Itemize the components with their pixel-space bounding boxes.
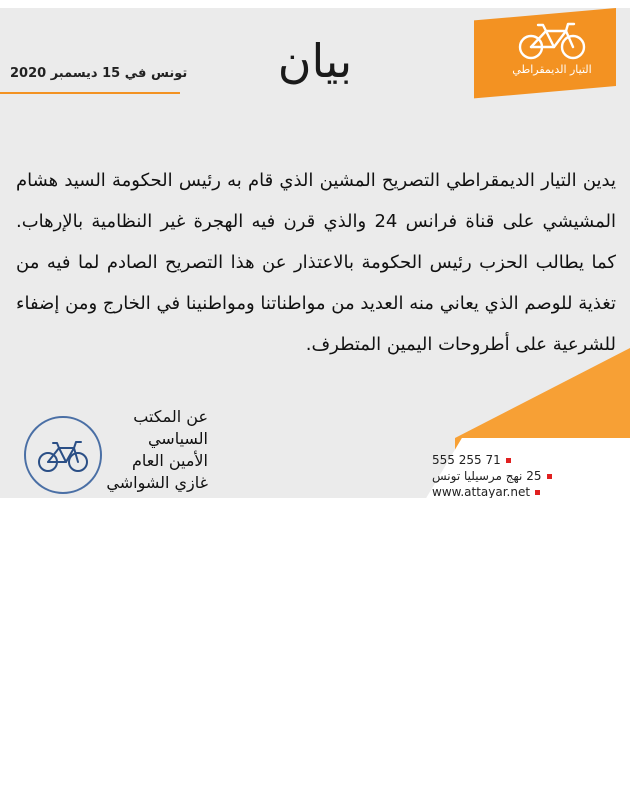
signature-name: غازي الشواشي	[106, 473, 208, 492]
signature-role: الأمين العام	[131, 451, 208, 470]
statement-body: يدين التيار الديمقراطي التصريح المشين الذي قام به رئيس الحكومة السيد هشام المشيشي على قناة فرانس 24 والذي قرن فيه الهجرة غير النظامية بالإرهاب. كما يطالب الحزب رئيس الحكومة بالاعتذار عن هذا التصريح الصادم لما فيه من تغذية للوصم الذي يعاني منه العديد من مواطناتنا ومواطنينا في الخارج ومن إضفاء للشرعية على أطروحات اليمين المتطرف.	[16, 170, 617, 355]
contact-info	[432, 452, 552, 498]
bicycle-seal-icon	[24, 416, 102, 494]
website-link[interactable]: www.attayar.net	[432, 485, 531, 498]
party-name: التيار الديمقراطي	[512, 62, 592, 76]
bullet-square-icon	[547, 474, 552, 479]
signature-office: عن المكتب السياسي	[133, 407, 208, 448]
page-title: بيان	[277, 34, 353, 88]
contact-phone-row	[432, 452, 552, 468]
contact-address-row	[432, 468, 552, 484]
contact-website-row[interactable]	[432, 484, 552, 498]
address: 25 نهج مرسيليا تونس	[432, 469, 542, 483]
date-text: تونس في 15 ديسمبر 2020	[10, 66, 188, 81]
statement-document	[0, 8, 630, 498]
bullet-square-icon	[535, 490, 540, 495]
phone-number: 71 255 555	[432, 453, 501, 467]
bullet-square-icon	[506, 458, 511, 463]
signature-block	[96, 406, 208, 494]
